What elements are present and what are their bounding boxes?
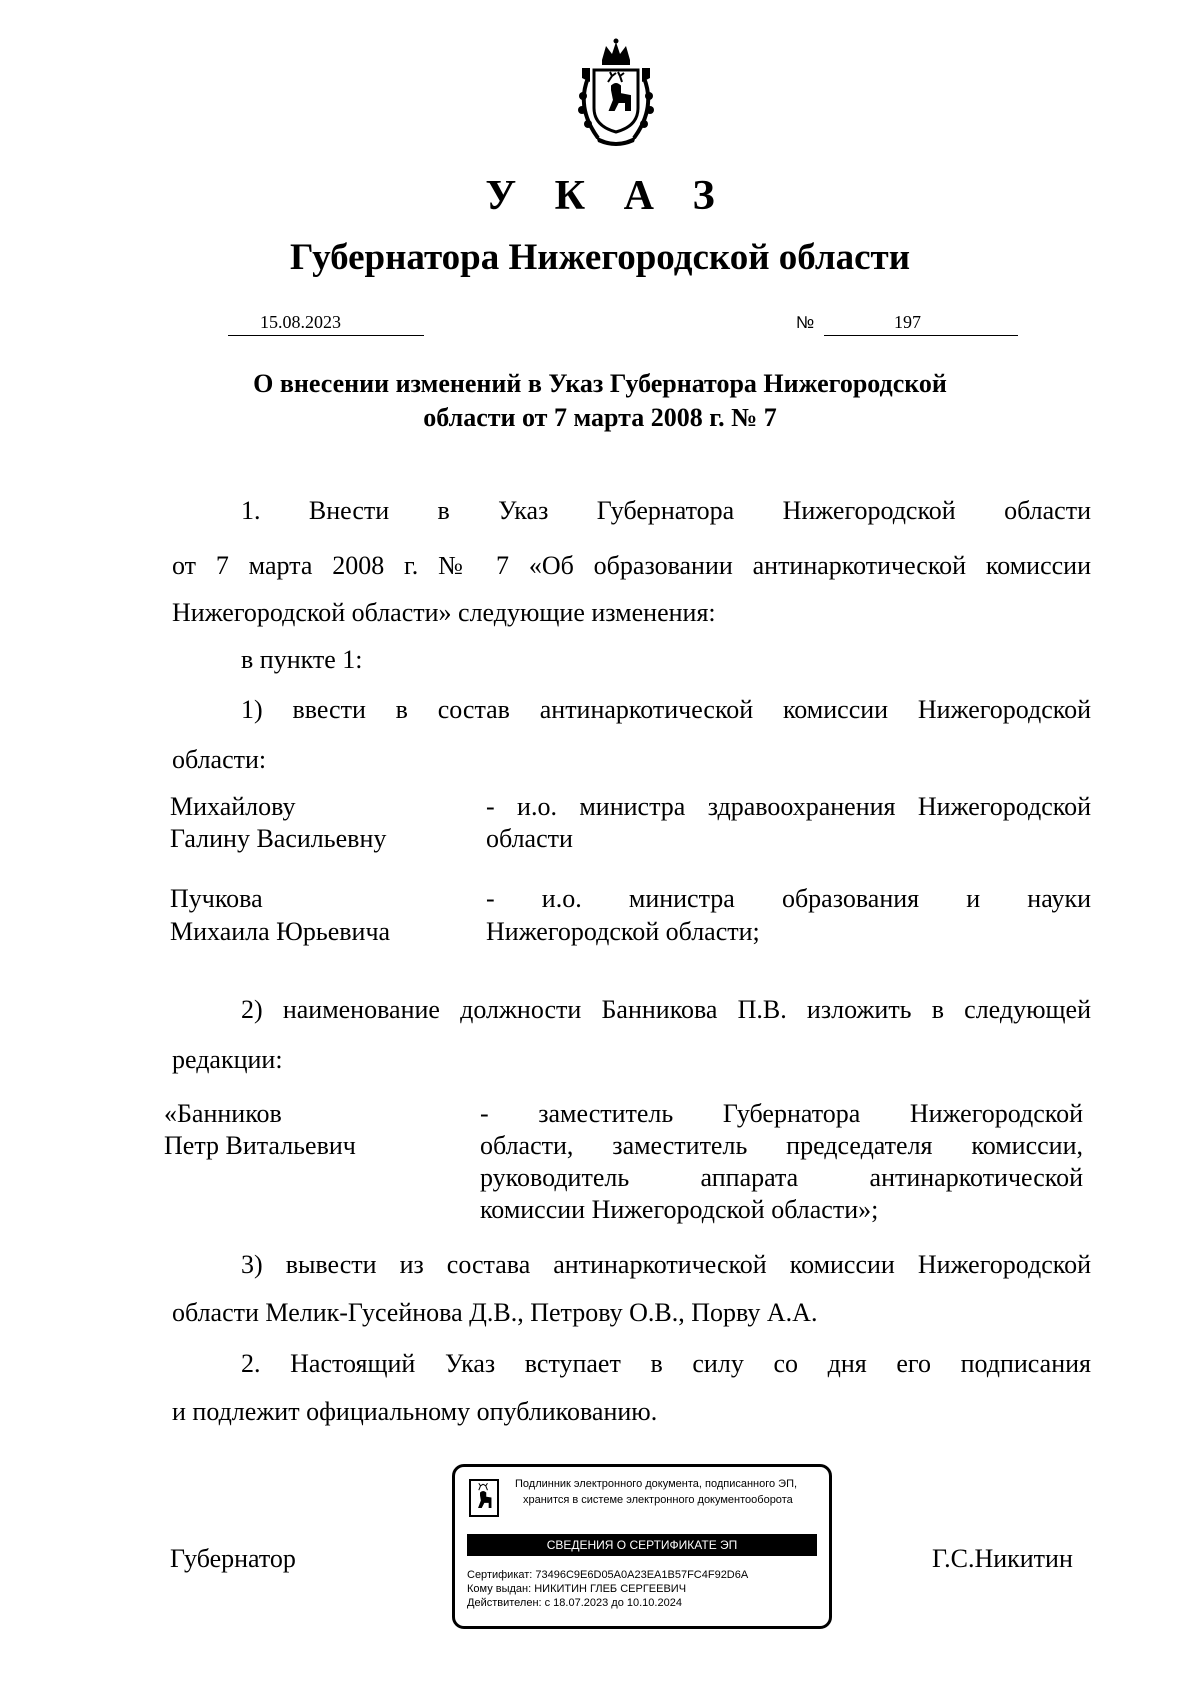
- paragraph-line: от 7 марта 2008 г. № 7 «Об образовании антинаркотической комиссии: [172, 551, 1091, 580]
- document-subject: [0, 367, 1200, 435]
- paragraph-line: области:: [172, 745, 267, 774]
- member-name: Пучкова: [170, 884, 263, 913]
- paragraph-line: 2. Настоящий Указ вступает в силу со дня его подписания: [241, 1349, 1091, 1378]
- member-name: Михаила Юрьевича: [170, 917, 391, 946]
- member-name: Петр Витальевич: [164, 1131, 356, 1160]
- signatory-name: Г.С.Никитин: [932, 1544, 1073, 1573]
- paragraph-line: 2) наименование должности Банникова П.В. изложить в следующей: [241, 995, 1091, 1024]
- coat-of-arms-emblem: [568, 38, 664, 148]
- stamp-text: хранится в системе электронного документооборота: [523, 1494, 793, 1506]
- stamp-text: Подлинник электронного документа, подписанного ЭП,: [515, 1478, 798, 1490]
- document-type-title: У К А З: [485, 173, 729, 219]
- stamp-certificate-validity: Действителен: с 18.07.2023 до 10.10.2024: [467, 1597, 682, 1609]
- subject-line: О внесении изменений в Указ Губернатора Нижегородской: [253, 369, 947, 398]
- subject-line: области от 7 марта 2008 г. № 7: [423, 403, 777, 432]
- member-position: области, заместитель председателя комиссии,: [480, 1131, 1083, 1160]
- member-position: Нижегородской области;: [486, 917, 760, 946]
- stamp-certificate-id: Сертификат: 73496C9E6D05A0A23EA1B57FC4F92D6A: [467, 1569, 749, 1581]
- paragraph-line: редакции:: [172, 1045, 283, 1074]
- paragraph-line: области Мелик-Гусейнова Д.В., Петрову О.В., Порву А.А.: [172, 1298, 818, 1327]
- member-name: Михайлову: [170, 792, 296, 821]
- stamp-certificate-header: СВЕДЕНИЯ О СЕРТИФИКАТЕ ЭП: [467, 1534, 817, 1556]
- paragraph-line: 3) вывести из состава антинаркотической комиссии Нижегородской: [241, 1250, 1091, 1279]
- paragraph-line: Нижегородской области» следующие изменения:: [172, 598, 716, 627]
- paragraph-line: и подлежит официальному опубликованию.: [172, 1397, 658, 1426]
- paragraph-line: 1) ввести в состав антинаркотической комиссии Нижегородской: [241, 695, 1091, 724]
- member-name: Галину Васильевну: [170, 824, 387, 853]
- member-position: руководитель аппарата антинаркотической: [480, 1163, 1083, 1192]
- e-signature-stamp: [452, 1464, 832, 1629]
- document-issuer-title: Губернатора Нижегородской области: [289, 237, 911, 278]
- document-date: 15.08.2023: [228, 312, 424, 336]
- region-emblem-icon: [469, 1479, 499, 1517]
- member-position: - заместитель Губернатора Нижегородской: [480, 1099, 1083, 1128]
- number-label: №: [796, 313, 815, 332]
- member-position: - и.о. министра здравоохранения Нижегородской: [486, 792, 1091, 821]
- member-position: комиссии Нижегородской области»;: [480, 1195, 879, 1224]
- member-position: - и.о. министра образования и науки: [486, 884, 1091, 913]
- stamp-certificate-owner: Кому выдан: НИКИТИН ГЛЕБ СЕРГЕЕВИЧ: [467, 1583, 687, 1595]
- member-name: «Банников: [164, 1099, 282, 1128]
- document-number: 197: [824, 312, 1018, 336]
- paragraph-line: в пункте 1:: [241, 645, 363, 674]
- paragraph-line: 1. Внести в Указ Губернатора Нижегородской области: [241, 496, 1091, 525]
- signatory-position: Губернатор: [170, 1544, 296, 1573]
- member-position: области: [486, 824, 573, 853]
